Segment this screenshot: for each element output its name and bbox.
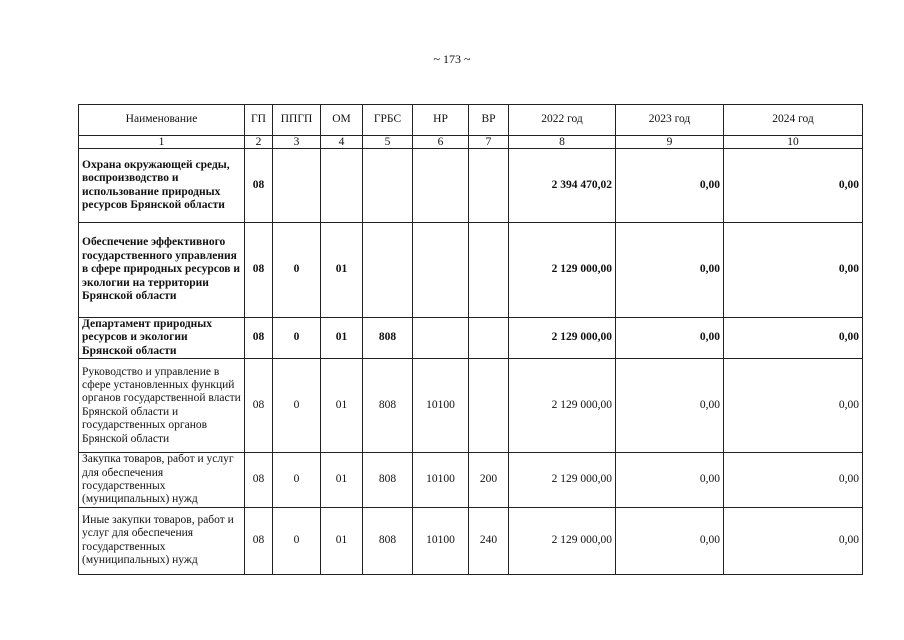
row-om: 01 (321, 453, 363, 508)
row-gp: 08 (245, 149, 273, 223)
column-number: 5 (363, 136, 413, 149)
row-amount-2024: 0,00 (724, 149, 863, 223)
row-nr (413, 318, 469, 359)
row-om: 01 (321, 318, 363, 359)
column-number: 7 (469, 136, 509, 149)
row-ppgp: 0 (273, 453, 321, 508)
row-vr (469, 223, 509, 318)
row-name: Иные закупки товаров, работ и услуг для обеспечения государственных (муниципальных) нужд (79, 507, 245, 574)
row-grbs: 808 (363, 318, 413, 359)
row-amount-2023: 0,00 (616, 453, 724, 508)
row-grbs: 808 (363, 507, 413, 574)
table-row (79, 453, 863, 508)
column-number: 3 (273, 136, 321, 149)
header-row (79, 105, 863, 136)
row-name: Департамент природных ресурсов и экологии Брянской области (79, 318, 245, 359)
row-grbs (363, 149, 413, 223)
row-amount-2024: 0,00 (724, 507, 863, 574)
header-ppgp: ППГП (273, 105, 321, 136)
column-number: 1 (79, 136, 245, 149)
header-2022: 2022 год (509, 105, 616, 136)
header-name: Наименование (79, 105, 245, 136)
row-name: Охрана окружающей среды, воспроизводство и использование природных ресурсов Брянской области (79, 149, 245, 223)
row-nr: 10100 (413, 453, 469, 508)
column-number: 4 (321, 136, 363, 149)
column-number: 9 (616, 136, 724, 149)
row-vr (469, 318, 509, 359)
header-2024: 2024 год (724, 105, 863, 136)
header-nr: НР (413, 105, 469, 136)
row-nr (413, 149, 469, 223)
row-nr: 10100 (413, 507, 469, 574)
row-gp: 08 (245, 318, 273, 359)
table-row (79, 359, 863, 453)
row-gp: 08 (245, 359, 273, 453)
row-gp: 08 (245, 223, 273, 318)
budget-table (78, 104, 863, 575)
column-number: 2 (245, 136, 273, 149)
row-amount-2023: 0,00 (616, 359, 724, 453)
column-number: 8 (509, 136, 616, 149)
row-amount-2022: 2 394 470,02 (509, 149, 616, 223)
row-vr: 240 (469, 507, 509, 574)
row-amount-2023: 0,00 (616, 507, 724, 574)
row-nr: 10100 (413, 359, 469, 453)
row-grbs (363, 223, 413, 318)
column-number-row (79, 136, 863, 149)
row-amount-2024: 0,00 (724, 318, 863, 359)
table-row (79, 507, 863, 574)
row-amount-2024: 0,00 (724, 359, 863, 453)
row-vr (469, 359, 509, 453)
row-om: 01 (321, 223, 363, 318)
row-gp: 08 (245, 453, 273, 508)
row-gp: 08 (245, 507, 273, 574)
row-ppgp (273, 149, 321, 223)
row-om (321, 149, 363, 223)
row-nr (413, 223, 469, 318)
row-vr: 200 (469, 453, 509, 508)
row-amount-2022: 2 129 000,00 (509, 318, 616, 359)
header-gp: ГП (245, 105, 273, 136)
row-amount-2023: 0,00 (616, 149, 724, 223)
row-vr (469, 149, 509, 223)
header-grbs: ГРБС (363, 105, 413, 136)
row-grbs: 808 (363, 359, 413, 453)
row-amount-2022: 2 129 000,00 (509, 223, 616, 318)
row-name: Руководство и управление в сфере установленных функций органов государственной власти Брянской области и государственных органов Брянской области (79, 359, 245, 453)
header-om: ОМ (321, 105, 363, 136)
row-ppgp: 0 (273, 318, 321, 359)
row-ppgp: 0 (273, 359, 321, 453)
column-number: 10 (724, 136, 863, 149)
column-number: 6 (413, 136, 469, 149)
row-name: Закупка товаров, работ и услуг для обеспечения государственных (муниципальных) нужд (79, 453, 245, 508)
row-amount-2022: 2 129 000,00 (509, 507, 616, 574)
row-ppgp: 0 (273, 507, 321, 574)
row-amount-2022: 2 129 000,00 (509, 453, 616, 508)
row-amount-2022: 2 129 000,00 (509, 359, 616, 453)
page-number: ~ 173 ~ (433, 52, 471, 66)
row-amount-2024: 0,00 (724, 223, 863, 318)
table-row (79, 149, 863, 223)
row-grbs: 808 (363, 453, 413, 508)
table-row (79, 318, 863, 359)
row-om: 01 (321, 507, 363, 574)
row-amount-2024: 0,00 (724, 453, 863, 508)
row-om: 01 (321, 359, 363, 453)
header-vr: ВР (469, 105, 509, 136)
row-amount-2023: 0,00 (616, 318, 724, 359)
row-ppgp: 0 (273, 223, 321, 318)
row-name: Обеспечение эффективного государственного управления в сфере природных ресурсов и экологии на территории Брянской области (79, 223, 245, 318)
table-row (79, 223, 863, 318)
row-amount-2023: 0,00 (616, 223, 724, 318)
header-2023: 2023 год (616, 105, 724, 136)
